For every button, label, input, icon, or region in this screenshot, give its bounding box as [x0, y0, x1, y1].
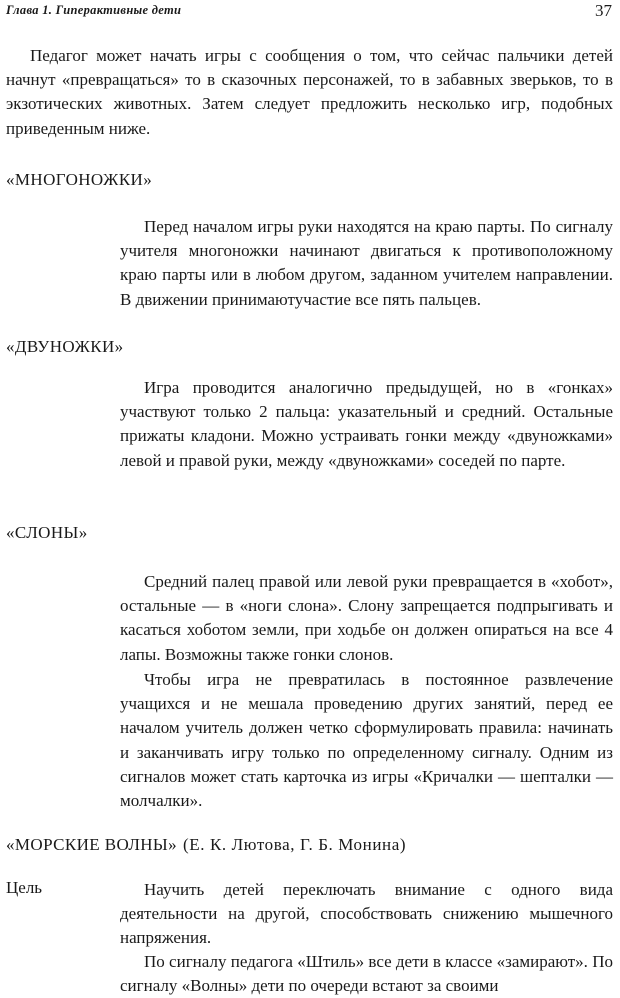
section-title: «МОРСКИЕ ВОЛНЫ» [6, 835, 178, 854]
section-paragraph: По сигналу педагога «Штиль» все дети в классе «замирают». По сигналу «Волны» дети по очереди встают за своими [120, 952, 613, 996]
page-number: 37 [595, 1, 612, 20]
running-head: Глава 1. Гиперактивные дети [6, 3, 182, 17]
section-paragraph: Средний палец правой или левой руки превращается в «хобот», остальные — в «ноги слона». Слону запрещается подпрыгивать и касаться хоботом земли, при ходьбе он должен опираться на все 4 лапы. Возможны также гонки слонов. [120, 572, 613, 664]
section-heading-slony: «СЛОНЫ» [6, 523, 88, 542]
section-authors: (Е. К. Лютова, Г. Б. Монина) [183, 835, 407, 854]
section-paragraph: Научить детей переключать внимание с одного вида деятельности на другой, способствовать снижению мышечного напряжения. [120, 880, 613, 948]
intro-paragraph: Педагог может начать игры с сообщения о том, что сейчас пальчики детей начнут «превращаться» то в сказочных персонажей, то в забавных зверьков, то в экзотических животных. Затем следует предложить несколько игр, подобных приведенным ниже. [6, 46, 613, 138]
section-paragraph: Игра проводится аналогично предыдущей, но в «гонках» участвуют только 2 пальца: указательный и средний. Остальные прижаты кладони. Можно устраивать гонки между «двуножками» левой и правой руки, между «двуножками» соседей по парте. [120, 378, 613, 470]
section-heading-dvunozhki: «ДВУНОЖКИ» [6, 337, 124, 356]
section-heading-morskie-volny [6, 835, 406, 855]
goal-label: Цель [6, 878, 43, 897]
section-paragraph: Чтобы игра не превратилась в постоянное развлечение учащихся и не мешала проведению других занятий, перед ее началом учитель должен четко сформулировать правила: начинать и заканчивать игру только по определенному сигналу. Одним из сигналов может стать карточка из игры «Кричалки — шепталки — молчалки». [120, 670, 613, 811]
section-paragraph: Перед началом игры руки находятся на краю парты. По сигналу учителя многоножки начинают двигаться к противоположному краю парты или в любом другом, заданном учителем направлении. В движении принимаютучастие все пять пальцев. [120, 217, 613, 309]
section-heading-mnogonozhki: «МНОГОНОЖКИ» [6, 170, 153, 189]
